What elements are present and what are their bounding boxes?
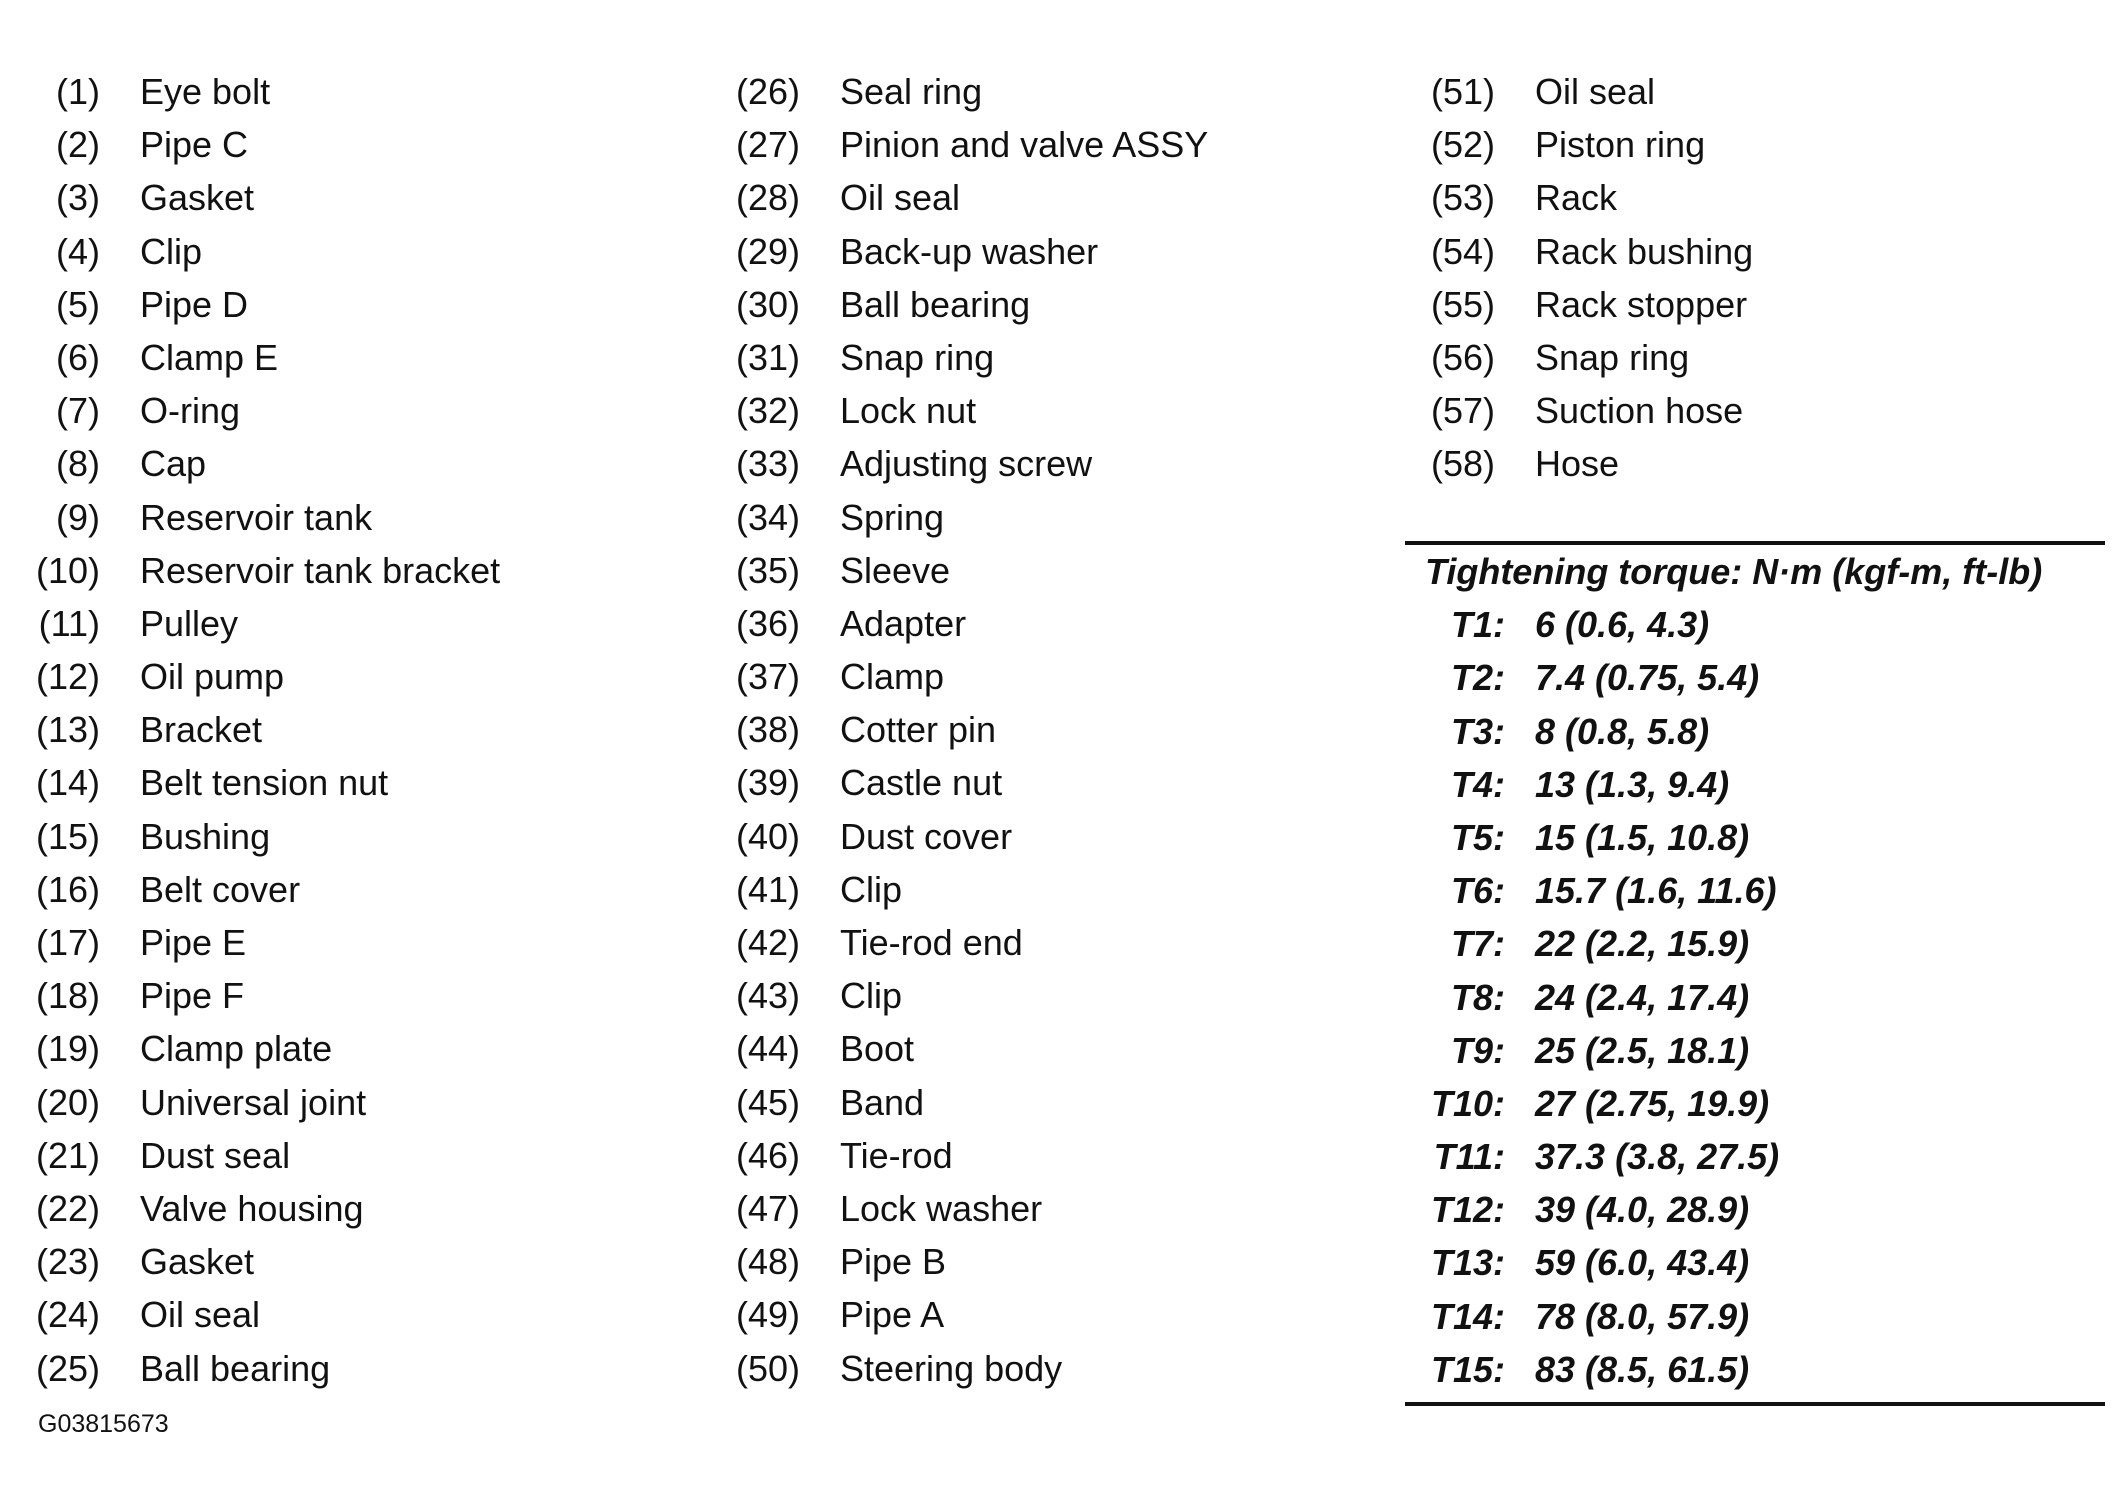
torque-row (1405, 811, 2105, 864)
part-name: Gasket (140, 177, 255, 219)
part-number: (52) (1430, 124, 1495, 166)
part-row (25, 118, 685, 171)
part-name: Rack bushing (1535, 230, 1754, 272)
torque-code: T10: (1430, 1082, 1505, 1124)
part-name: Lock nut (840, 390, 977, 432)
part-row (725, 1342, 1385, 1395)
part-number: (56) (1430, 336, 1495, 378)
figure-id: G03815673 (38, 1410, 169, 1438)
part-row (25, 969, 685, 1022)
part-name: Adapter (840, 602, 967, 644)
part-name: Castle nut (840, 762, 1003, 804)
part-name: Steering body (840, 1347, 1063, 1389)
part-row (725, 225, 1385, 278)
part-name: Adjusting screw (840, 443, 1093, 485)
part-number: (5) (56, 283, 100, 325)
part-row (25, 491, 685, 544)
part-row (725, 331, 1385, 384)
part-row (25, 1076, 685, 1129)
torque-row (1405, 1183, 2105, 1236)
part-name: Universal joint (140, 1081, 367, 1123)
torque-row (1405, 1130, 2105, 1183)
part-number: (47) (735, 1187, 800, 1229)
torque-value: 78 (8.0, 57.9) (1535, 1295, 1750, 1337)
part-name: Pipe B (840, 1241, 947, 1283)
part-row (25, 916, 685, 969)
part-row (725, 491, 1385, 544)
part-row (25, 1288, 685, 1341)
part-name: Oil seal (1535, 71, 1656, 112)
part-number: (14) (35, 762, 100, 804)
part-number: (12) (35, 656, 100, 698)
part-row (725, 916, 1385, 969)
part-row (25, 1129, 685, 1182)
part-row (25, 171, 685, 224)
part-row (725, 597, 1385, 650)
torque-code: T7: (1451, 923, 1505, 965)
part-row (25, 1022, 685, 1075)
tightening-torque-table (1405, 541, 2105, 1406)
torque-row (1405, 971, 2105, 1024)
part-row (25, 597, 685, 650)
part-name: Belt cover (140, 868, 301, 910)
part-number: (28) (735, 177, 800, 219)
part-row (1420, 65, 2110, 118)
part-row (725, 1235, 1385, 1288)
part-number: (40) (735, 815, 800, 857)
part-name: Reservoir tank (140, 496, 373, 538)
part-row (725, 384, 1385, 437)
part-row (25, 225, 685, 278)
part-number: (26) (735, 71, 800, 112)
part-row (725, 810, 1385, 863)
part-number: (42) (735, 922, 800, 963)
torque-value: 15 (1.5, 10.8) (1535, 816, 1750, 858)
part-name: Dust cover (840, 815, 1013, 857)
part-number: (33) (735, 443, 800, 485)
part-row (25, 65, 685, 118)
part-number: (1) (56, 71, 100, 112)
part-row (25, 437, 685, 490)
part-number: (51) (1430, 71, 1495, 112)
part-number: (4) (56, 230, 100, 272)
part-row (25, 1235, 685, 1288)
part-row (725, 1288, 1385, 1341)
torque-value: 83 (8.5, 61.5) (1535, 1348, 1750, 1390)
part-row (1420, 171, 2110, 224)
part-name: Suction hose (1535, 390, 1744, 432)
torque-code: T6: (1451, 870, 1505, 912)
part-name: Clip (840, 975, 903, 1017)
part-row (1420, 225, 2110, 278)
part-name: Pipe E (140, 922, 247, 963)
part-row (25, 810, 685, 863)
torque-row (1405, 705, 2105, 758)
torque-code: T4: (1451, 763, 1505, 805)
part-name: Dust seal (140, 1134, 291, 1176)
part-name: Pulley (140, 602, 239, 644)
torque-code: T5: (1451, 816, 1505, 858)
part-number: (10) (35, 549, 100, 591)
torque-code: T11: (1433, 1136, 1505, 1178)
torque-value: 59 (6.0, 43.4) (1535, 1242, 1750, 1284)
part-number: (44) (735, 1028, 800, 1070)
part-number: (29) (735, 230, 800, 272)
part-name: Ball bearing (140, 1347, 331, 1389)
torque-row (1405, 1024, 2105, 1077)
part-number: (11) (38, 602, 100, 644)
part-row (725, 437, 1385, 490)
part-number: (18) (35, 975, 100, 1017)
torque-value: 7.4 (0.75, 5.4) (1535, 657, 1760, 699)
part-name: Reservoir tank bracket (140, 549, 501, 591)
part-name: Oil seal (140, 1294, 261, 1336)
part-number: (24) (35, 1294, 100, 1336)
part-row (25, 863, 685, 916)
part-number: (8) (56, 443, 100, 485)
torque-value: 24 (2.4, 17.4) (1535, 976, 1750, 1018)
part-name: Bushing (140, 815, 271, 857)
part-name: Gasket (140, 1241, 255, 1283)
torque-code: T13: (1430, 1242, 1505, 1284)
part-row (25, 331, 685, 384)
part-name: Back-up washer (840, 230, 1099, 272)
part-name: Tie-rod (840, 1134, 953, 1176)
part-row (725, 1076, 1385, 1129)
torque-row (1405, 758, 2105, 811)
part-row (1420, 331, 2110, 384)
part-name: Seal ring (840, 71, 983, 112)
part-number: (36) (735, 602, 800, 644)
part-number: (54) (1430, 230, 1495, 272)
torque-code: T1: (1451, 604, 1505, 646)
part-number: (7) (56, 390, 100, 432)
torque-row (1405, 917, 2105, 970)
part-number: (39) (735, 762, 800, 804)
part-number: (22) (35, 1187, 100, 1229)
part-row (725, 1129, 1385, 1182)
part-row (725, 650, 1385, 703)
part-number: (35) (735, 549, 800, 591)
torque-value: 37.3 (3.8, 27.5) (1535, 1136, 1780, 1178)
torque-row (1405, 1343, 2105, 1396)
part-name: Clip (840, 868, 903, 910)
part-number: (41) (735, 868, 800, 910)
part-name: Pipe F (140, 975, 245, 1017)
part-name: Oil seal (840, 177, 961, 219)
torque-value: 39 (4.0, 28.9) (1535, 1189, 1750, 1231)
part-name: Spring (840, 496, 945, 538)
part-row (25, 650, 685, 703)
part-number: (9) (56, 496, 100, 538)
part-row (725, 1182, 1385, 1235)
part-name: Oil pump (140, 656, 285, 698)
part-row (25, 278, 685, 331)
part-name: Pipe C (140, 124, 249, 166)
torque-row (1405, 1290, 2105, 1343)
part-row (725, 118, 1385, 171)
part-row (1420, 437, 2110, 490)
part-name: Band (840, 1081, 925, 1123)
part-number: (43) (735, 975, 800, 1017)
part-number: (2) (56, 124, 100, 166)
part-name: Pipe D (140, 283, 249, 325)
part-number: (34) (735, 496, 800, 538)
torque-code: T2: (1451, 657, 1505, 699)
part-number: (57) (1430, 390, 1495, 432)
part-number: (30) (735, 283, 800, 325)
part-row (25, 1182, 685, 1235)
part-name: Clamp E (140, 336, 279, 378)
parts-list-column-2 (725, 65, 1385, 1395)
part-name: Rack (1535, 177, 1618, 219)
part-number: (20) (35, 1081, 100, 1123)
torque-rows (1405, 598, 2105, 1396)
part-name: Hose (1535, 443, 1620, 485)
part-name: Clamp (840, 656, 945, 698)
torque-value: 27 (2.75, 19.9) (1535, 1082, 1770, 1124)
part-number: (21) (35, 1134, 100, 1176)
part-number: (49) (735, 1294, 800, 1336)
part-number: (58) (1430, 443, 1495, 485)
part-number: (27) (735, 124, 800, 166)
part-number: (46) (735, 1134, 800, 1176)
part-number: (13) (35, 709, 100, 751)
torque-code: T15: (1430, 1348, 1505, 1390)
torque-value: 6 (0.6, 4.3) (1535, 604, 1710, 646)
part-row (725, 1022, 1385, 1075)
part-number: (45) (735, 1081, 800, 1123)
torque-value: 15.7 (1.6, 11.6) (1535, 870, 1777, 912)
part-name: Snap ring (840, 336, 995, 378)
parts-list-column-3 (1420, 65, 2110, 491)
part-name: Pinion and valve ASSY (840, 124, 1209, 166)
part-name: Boot (840, 1028, 915, 1070)
part-number: (19) (35, 1028, 100, 1070)
part-name: Snap ring (1535, 336, 1690, 378)
part-name: Cotter pin (840, 709, 997, 751)
part-row (725, 756, 1385, 809)
part-number: (23) (35, 1241, 100, 1283)
part-number: (32) (735, 390, 800, 432)
torque-table-title: Tightening torque: N·m (kgf-m, ft-lb) (1425, 551, 2043, 592)
torque-value: 13 (1.3, 9.4) (1535, 763, 1730, 805)
part-name: Belt tension nut (140, 762, 389, 804)
torque-row (1405, 864, 2105, 917)
part-name: O-ring (140, 390, 241, 432)
part-row (725, 969, 1385, 1022)
part-row (725, 65, 1385, 118)
part-row (725, 278, 1385, 331)
part-row (725, 544, 1385, 597)
part-number: (53) (1430, 177, 1495, 219)
part-row (25, 544, 685, 597)
part-number: (38) (735, 709, 800, 751)
torque-code: T14: (1430, 1295, 1505, 1337)
part-name: Cap (140, 443, 207, 485)
part-row (25, 384, 685, 437)
torque-row (1405, 651, 2105, 704)
part-number: (48) (735, 1241, 800, 1283)
part-row (725, 171, 1385, 224)
part-name: Tie-rod end (840, 922, 1023, 963)
part-row (25, 1342, 685, 1395)
torque-code: T8: (1451, 976, 1505, 1018)
part-row (725, 703, 1385, 756)
torque-value: 22 (2.2, 15.9) (1535, 923, 1750, 965)
part-name: Pipe A (840, 1294, 945, 1336)
part-name: Eye bolt (140, 71, 271, 112)
part-number: (31) (735, 336, 800, 378)
torque-row (1405, 1077, 2105, 1130)
torque-code: T12: (1430, 1189, 1505, 1231)
part-row (1420, 278, 2110, 331)
parts-list-column-1 (25, 65, 685, 1395)
part-name: Valve housing (140, 1187, 364, 1229)
part-number: (16) (35, 868, 100, 910)
torque-code: T3: (1451, 710, 1505, 752)
torque-row (1405, 1236, 2105, 1289)
torque-value: 25 (2.5, 18.1) (1535, 1029, 1750, 1071)
part-number: (25) (35, 1347, 100, 1389)
part-row (1420, 384, 2110, 437)
torque-code: T9: (1451, 1029, 1505, 1071)
torque-row (1405, 598, 2105, 651)
part-row (725, 863, 1385, 916)
part-number: (6) (56, 336, 100, 378)
part-number: (37) (735, 656, 800, 698)
part-number: (55) (1430, 283, 1495, 325)
part-name: Clip (140, 230, 203, 272)
part-number: (50) (735, 1347, 800, 1389)
part-name: Piston ring (1535, 124, 1706, 166)
part-name: Lock washer (840, 1187, 1043, 1229)
part-name: Clamp plate (140, 1028, 333, 1070)
part-row (25, 756, 685, 809)
part-name: Ball bearing (840, 283, 1031, 325)
torque-value: 8 (0.8, 5.8) (1535, 710, 1710, 752)
part-name: Rack stopper (1535, 283, 1748, 325)
part-row (25, 703, 685, 756)
part-number: (3) (56, 177, 100, 219)
part-row (1420, 118, 2110, 171)
part-number: (15) (35, 815, 100, 857)
part-name: Bracket (140, 709, 263, 751)
part-name: Sleeve (840, 549, 951, 591)
part-number: (17) (35, 922, 100, 963)
